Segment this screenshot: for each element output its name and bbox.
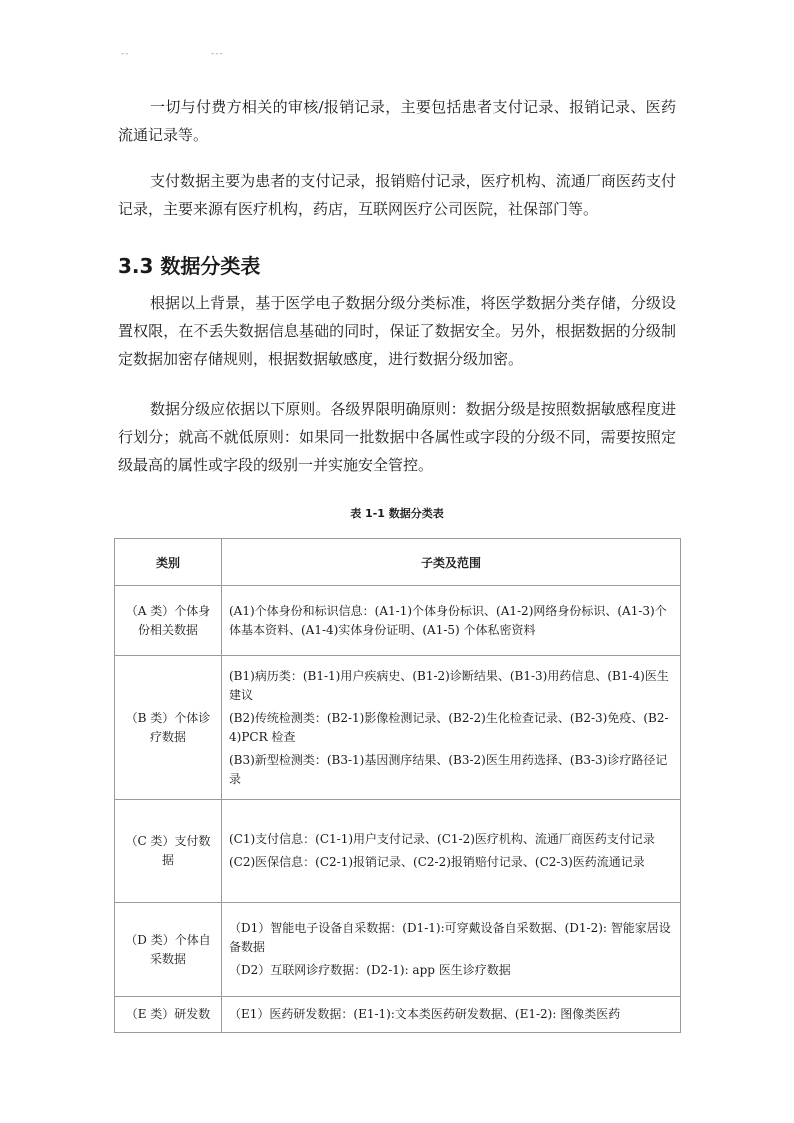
table-caption: 表 1-1 数据分类表 [350, 507, 444, 520]
subcategory-cell [222, 800, 681, 903]
subcategory-item: (C1)支付信息：(C1-1)用户支付记录、(C1-2)医疗机构、流通厂商医药支付记录 [229, 832, 655, 846]
category-cell: （A 类）个体身份相关数据 [115, 586, 222, 656]
header-mark-right: --- [211, 49, 224, 59]
category-cell: （E 类）研发数 [115, 997, 222, 1033]
subcategory-item: (B1)病历类：(B1-1)用户疾病史、(B1-2)诊断结果、(B1-3)用药信息、(B1-4)医生建议 [229, 668, 669, 702]
table-row [115, 997, 681, 1033]
header-category: 类别 [115, 539, 222, 586]
subcategory-item: （D1）智能电子设备自采数据：(D1-1):可穿戴设备自采数据、(D1-2): 智能家居设备数据 [229, 921, 671, 954]
subcategory-cell [222, 656, 681, 800]
paragraph-payment-data: 支付数据主要为患者的支付记录，报销赔付记录，医疗机构、流通厂商医药支付记录，主要来源有医疗机构，药店，互联网医疗公司医院，社保部门等。 [118, 172, 676, 218]
subcategory-cell [222, 586, 681, 656]
page-header-marks [121, 49, 261, 59]
table-header-row [115, 539, 681, 586]
subcategory-item: (B3)新型检测类：(B3-1)基因测序结果、(B3-2)医生用药选择、(B3-3)诊疗路径记录 [229, 752, 668, 786]
section-heading: 3.3 数据分类表 [118, 254, 261, 278]
header-subcategory: 子类及范围 [222, 539, 681, 586]
category-cell: （C 类）支付数据 [115, 800, 222, 903]
table-row [115, 800, 681, 903]
subcategory-item: （D2）互联网诊疗数据：(D2-1): app 医生诊疗数据 [229, 963, 511, 977]
header-mark-left: -- [121, 49, 130, 59]
subcategory-cell [222, 903, 681, 997]
subcategory-item: (B2)传统检测类：(B2-1)影像检测记录、(B2-2)生化检查记录、(B2-3)免疫、(B2-4)PCR 检查 [229, 710, 669, 744]
table-row [115, 656, 681, 800]
subcategory-cell [222, 997, 681, 1033]
classification-table [114, 538, 681, 1033]
subcategory-item: (C2)医保信息：(C2-1)报销记录、(C2-2)报销赔付记录、(C2-3)医药流通记录 [229, 855, 645, 869]
subcategory-item: （E1）医药研发数据：(E1-1):文本类医药研发数据、(E1-2): 图像类医药 [229, 1007, 621, 1021]
paragraph-reimbursement: 一切与付费方相关的审核/报销记录，主要包括患者支付记录、报销记录、医药流通记录等。 [118, 98, 676, 144]
table-row [115, 586, 681, 656]
category-cell: （B 类）个体诊疗数据 [115, 656, 222, 800]
table-row [115, 903, 681, 997]
subcategory-item: (A1)个体身份和标识信息：(A1-1)个体身份标识、(A1-2)网络身份标识、(A1-3)个体基本资料、(A1-4)实体身份证明、(A1-5) 个体私密资料 [229, 603, 667, 637]
paragraph-background: 根据以上背景，基于医学电子数据分级分类标准，将医学数据分类存储，分级设置权限，在不丢失数据信息基础的同时，保证了数据安全。另外，根据数据的分级制定数据加密存储规则，根据数据敏感度，进行数据分级加密。 [118, 294, 676, 368]
category-cell: （D 类）个体自采数据 [115, 903, 222, 997]
paragraph-grading-principles: 数据分级应依据以下原则。各级界限明确原则：数据分级是按照数据敏感程度进行划分；就高不就低原则：如果同一批数据中各属性或字段的分级不同，需要按照定级最高的属性或字段的级别一并实施安全管控。 [118, 400, 676, 474]
